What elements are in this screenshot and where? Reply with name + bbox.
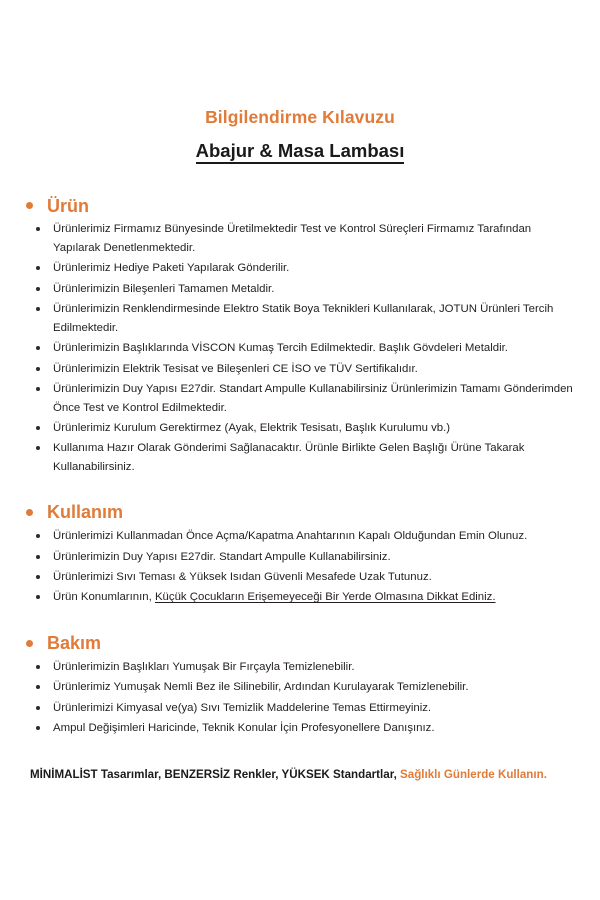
list-item-text: Ürün Konumlarının,: [53, 591, 155, 604]
bullet-icon: [26, 202, 33, 209]
section-list: [22, 658, 578, 738]
section-list: [22, 220, 578, 476]
document-subtitle: [0, 141, 600, 161]
list-item: Ürünlerimiz Firmamız Bünyesinde Üretilmektedir Test ve Kontrol Süreçleri Firmamız Tarafından Yapılarak Denetlenmektedir.: [22, 220, 578, 257]
title-block: [0, 0, 600, 162]
section: [22, 196, 578, 477]
list-item: Ürünlerimizin Renklendirmesinde Elektro Statik Boya Teknikleri Kullanılarak, JOTUN Ürünleri Tercih Edilmektedir.: [22, 300, 578, 337]
list-item: Ürünlerimizin Bileşenleri Tamamen Metaldir.: [22, 280, 578, 298]
list-item: Ürünlerimizin Duy Yapısı E27dir. Standart Ampulle Kullanabilirsiniz.: [22, 548, 578, 566]
list-item: [22, 588, 578, 606]
bullet-icon: [26, 640, 33, 647]
list-item: Ürünlerimiz Yumuşak Nemli Bez ile Silinebilir, Ardından Kurulayarak Temizlenebilir.: [22, 678, 578, 696]
section: [22, 502, 578, 607]
document-content: [0, 196, 600, 738]
section-heading: [22, 633, 578, 654]
section-heading: [22, 196, 578, 217]
section-heading: [22, 502, 578, 523]
list-item: Ürünlerimiz Hediye Paketi Yapılarak Gönderilir.: [22, 259, 578, 277]
list-item: Ürünlerimizin Elektrik Tesisat ve Bileşenleri CE İSO ve TÜV Sertifikalıdır.: [22, 360, 578, 378]
list-item: Ürünlerimizin Başlıkları Yumuşak Bir Fırçayla Temizlenebilir.: [22, 658, 578, 676]
document-title: Bilgilendirme Kılavuzu: [205, 107, 395, 127]
list-item: Ampul Değişimleri Haricinde, Teknik Konular İçin Profesyonellere Danışınız.: [22, 719, 578, 737]
section: [22, 633, 578, 738]
bullet-icon: [26, 509, 33, 516]
footer-plain-text: MİNİMALİST Tasarımlar, BENZERSİZ Renkler, YÜKSEK Standartlar,: [30, 767, 401, 781]
list-item: Ürünlerimizin Duy Yapısı E27dir. Standart Ampulle Kullanabilirsiniz Ürünlerimizin Tamamı Gönderimden Önce Test ve Kontrol Edilmektedir.: [22, 380, 578, 417]
footer-accent-text: Sağlıklı Günlerde Kullanın.: [400, 767, 547, 781]
footer-tagline: [0, 766, 600, 783]
list-item: Ürünlerimizin Başlıklarında VİSCON Kumaş Tercih Edilmektedir. Başlık Gövdeleri Metaldir.: [22, 339, 578, 357]
section-title: Ürün: [47, 195, 89, 216]
section-title: Kullanım: [47, 502, 124, 523]
document-subtitle-text: Abajur & Masa Lambası: [196, 140, 405, 164]
list-item: Ürünlerimizi Kullanmadan Önce Açma/Kapatma Anahtarının Kapalı Olduğundan Emin Olunuz.: [22, 527, 578, 545]
list-item-emphasis: Küçük Çocukların Erişemeyeceği Bir Yerde Olmasına Dikkat Ediniz.: [154, 591, 496, 604]
list-item: Ürünlerimiz Kurulum Gerektirmez (Ayak, Elektrik Tesisatı, Başlık Kurulumu vb.): [22, 419, 578, 437]
section-list: [22, 527, 578, 607]
list-item: Ürünlerimizi Sıvı Teması & Yüksek Isıdan Güvenli Mesafede Uzak Tutunuz.: [22, 568, 578, 586]
list-item: Kullanıma Hazır Olarak Gönderimi Sağlanacaktır. Ürünle Birlikte Gelen Başlığı Ürüne Takarak Kullanabilirsiniz.: [22, 439, 578, 476]
section-title: Bakım: [47, 632, 102, 653]
list-item: Ürünlerimizi Kimyasal ve(ya) Sıvı Temizlik Maddelerine Temas Ettirmeyiniz.: [22, 699, 578, 717]
